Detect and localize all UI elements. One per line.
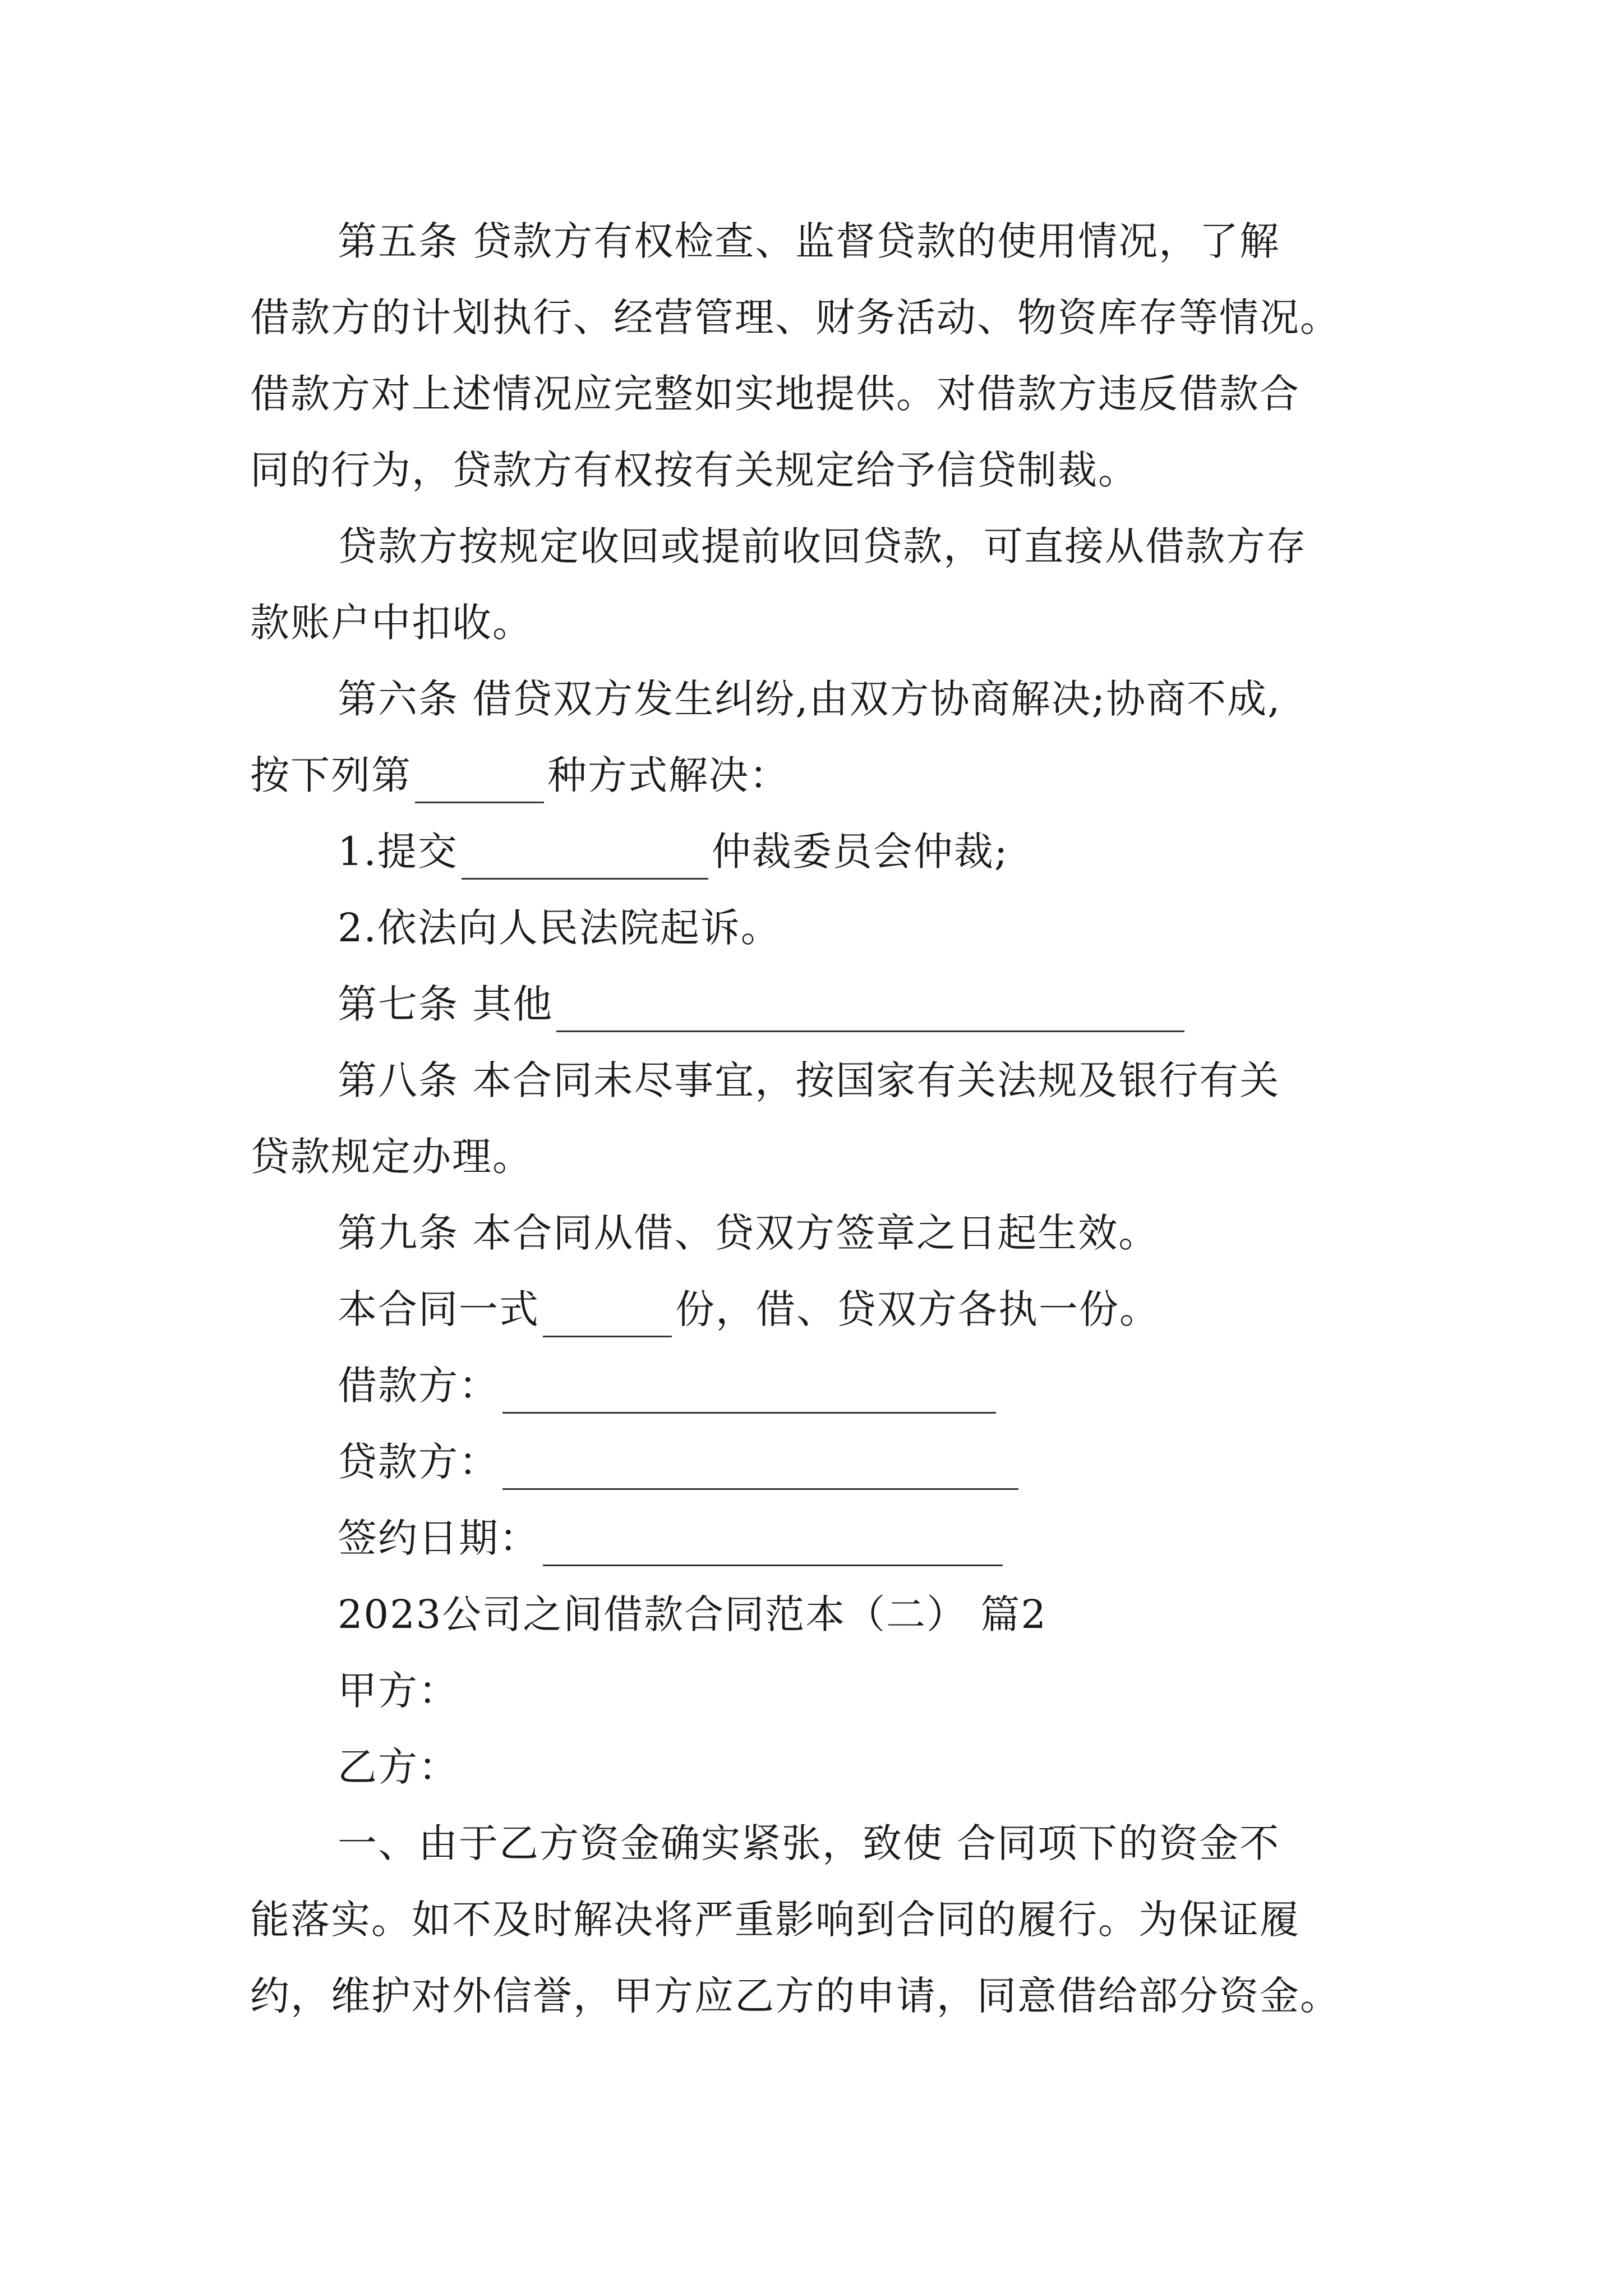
recall-line2: 款账户中扣收。 xyxy=(250,600,533,646)
article8-line1: 第八条 本合同未尽事宜，按国家有关法规及银行有关 xyxy=(338,1057,1280,1103)
copies-suffix: 份，借、贷双方各执一份。 xyxy=(675,1286,1160,1332)
lender-signature-line xyxy=(338,1434,1022,1490)
article9-line1: 第九条 本合同从借、贷双方签章之日起生效。 xyxy=(338,1210,1159,1256)
arbitration-committee-blank xyxy=(462,834,708,880)
article6-line2-prefix: 按下列第 xyxy=(250,752,412,798)
lender-label: 贷款方： xyxy=(338,1439,499,1485)
copies-line xyxy=(338,1281,1160,1337)
sign-date-label: 签约日期： xyxy=(338,1515,540,1561)
article6-option1 xyxy=(338,823,1008,880)
copies-count-blank xyxy=(543,1292,672,1337)
article6-option2: 2.依法向人民法院起诉。 xyxy=(338,905,781,951)
borrower-signature-line xyxy=(338,1358,999,1414)
lender-blank xyxy=(502,1444,1018,1490)
article5-line2: 借款方的计划执行、经营管理、财务活动、物资库存等情况。 xyxy=(250,295,1340,341)
recall-line1: 贷款方按规定收回或提前收回贷款，可直接从借款方存 xyxy=(338,523,1307,569)
clause1-line1: 一、由于乙方资金确实紧张，致使 合同项下的资金不 xyxy=(338,1820,1280,1866)
copies-prefix: 本合同一式 xyxy=(338,1286,540,1332)
article8-line2: 贷款规定办理。 xyxy=(250,1134,533,1180)
article5-line1: 第五条 贷款方有权检查、监督贷款的使用情况，了解 xyxy=(338,218,1280,264)
clause1-line3: 约，维护对外信誉，甲方应乙方的申请，同意借给部分资金。 xyxy=(250,1973,1340,2019)
article5-line3: 借款方对上述情况应完整如实地提供。对借款方违反借款合 xyxy=(250,371,1300,417)
method-number-blank xyxy=(415,758,544,803)
sign-date-line xyxy=(338,1510,1006,1566)
article6-line2-suffix: 种方式解决： xyxy=(547,752,790,798)
option1-suffix: 仲裁委员会仲裁; xyxy=(711,829,1009,875)
clause1-line2: 能落实。如不及时解决将严重影响到合同的履行。为保证履 xyxy=(250,1897,1300,1943)
article7-line xyxy=(338,976,1188,1032)
party-b-label: 乙方： xyxy=(338,1744,459,1790)
other-terms-blank xyxy=(556,987,1184,1032)
sign-date-blank xyxy=(543,1521,1003,1566)
borrower-blank xyxy=(502,1368,996,1414)
article6-line2 xyxy=(250,747,790,803)
option1-prefix: 1.提交 xyxy=(338,829,458,875)
second-contract-title: 2023公司之间借款合同范本（二） 篇2 xyxy=(338,1591,1047,1637)
borrower-label: 借款方： xyxy=(338,1363,499,1409)
article5-line4: 同的行为，贷款方有权按有关规定给予信贷制裁。 xyxy=(250,447,1138,493)
article6-line1: 第六条 借贷双方发生纠纷,由双方协商解决;协商不成, xyxy=(338,676,1281,722)
article7-label: 第七条 其他 xyxy=(338,981,554,1027)
party-a-label: 甲方： xyxy=(338,1668,459,1714)
